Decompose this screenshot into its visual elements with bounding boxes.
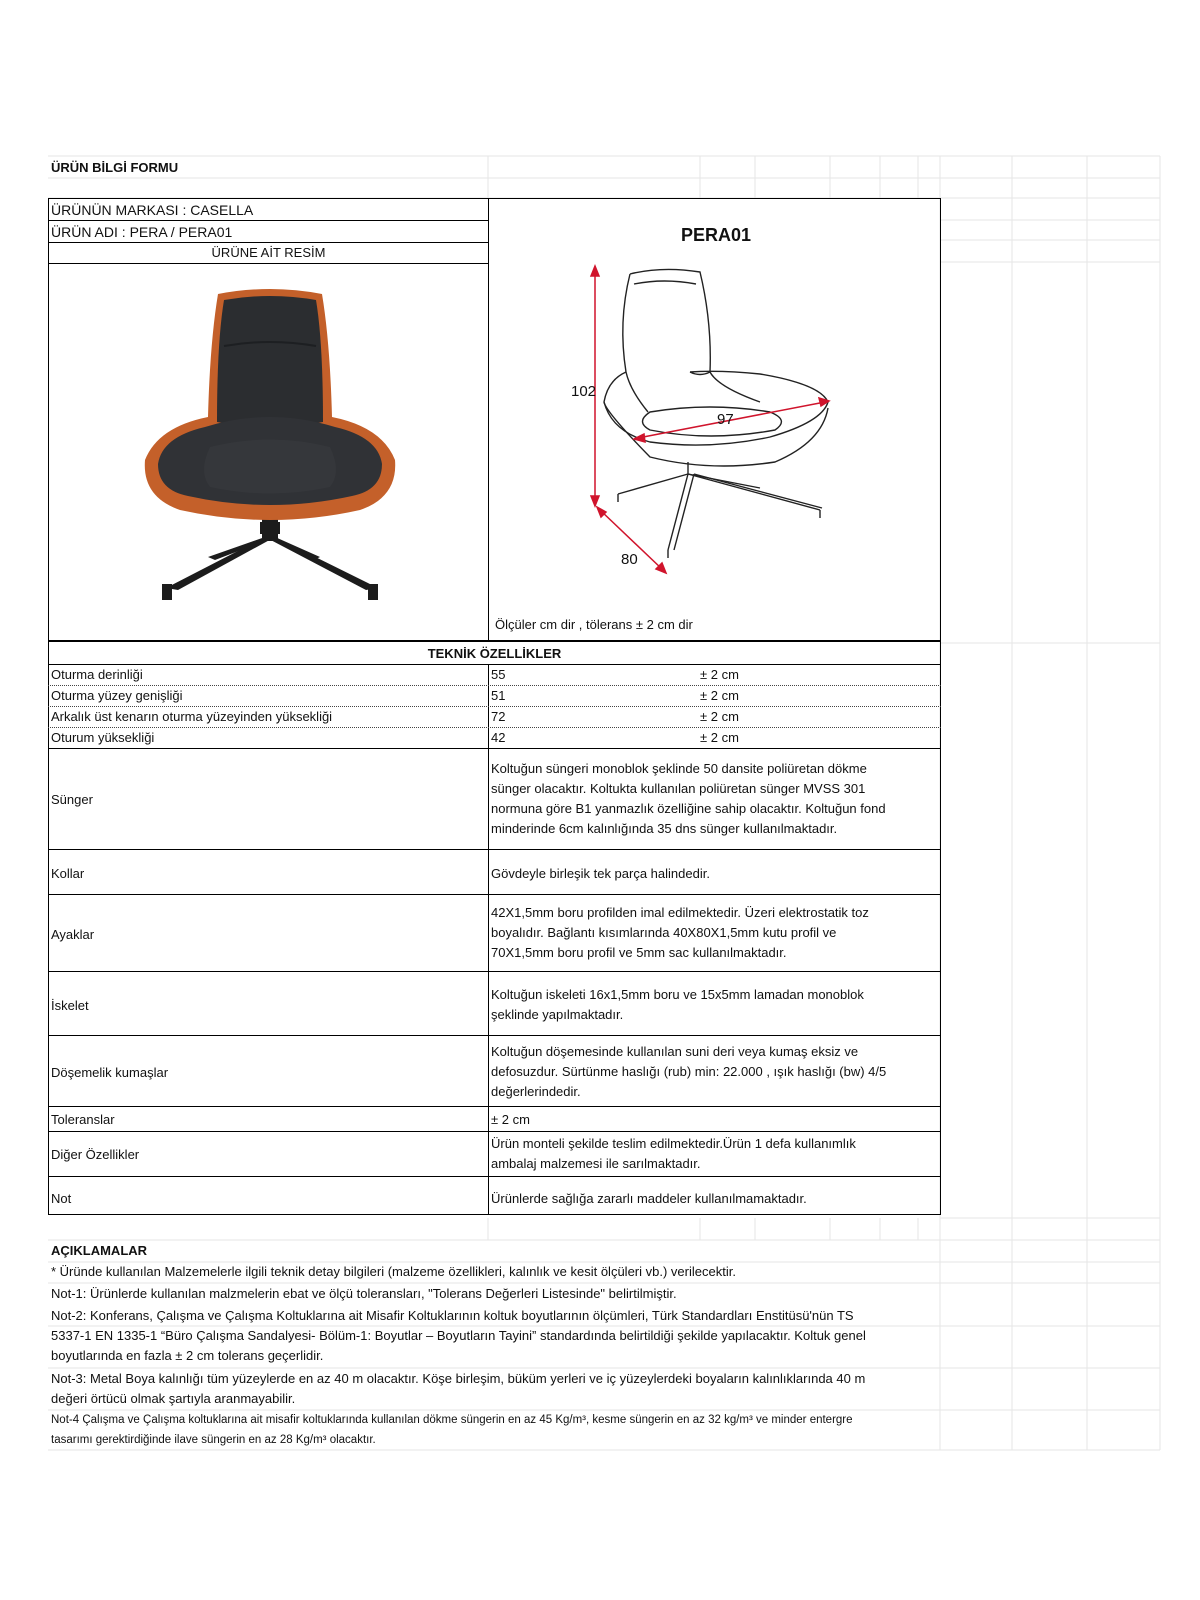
spec-label-ayaklar: Ayaklar bbox=[51, 927, 95, 942]
width-dimension: 97 bbox=[717, 411, 734, 428]
spec-label-tolerans: Toleranslar bbox=[51, 1112, 115, 1127]
spec-label-kollar: Kollar bbox=[51, 866, 85, 881]
note-line: değeri örtücü olmak şartıyla aranmayabilir. bbox=[51, 1391, 296, 1406]
spec-label-diger: Diğer Özellikler bbox=[51, 1147, 140, 1162]
image-caption: ÜRÜNE AİT RESİM bbox=[211, 245, 326, 260]
note-line: Not-3: Metal Boya kalınlığı tüm yüzeylerde en az 40 m olacaktır. Köşe birleşim, büküm yerleri ve iç yüzeylerdeki boyaların kalınlıklarında 40 m bbox=[51, 1371, 866, 1386]
dimension-lines bbox=[591, 266, 829, 573]
note-line: * Üründe kullanılan Malzemelerle ilgili teknik detay bilgileri (malzeme özellikleri, kalınlık ve kesit ölçüleri vb.) verilecektir. bbox=[51, 1264, 736, 1279]
form-title: ÜRÜN BİLGİ FORMU bbox=[51, 160, 179, 175]
spec-label-sunger: Sünger bbox=[51, 792, 93, 807]
note-line: boyutlarında en fazla ± 2 cm tolerans geçerlidir. bbox=[51, 1348, 324, 1363]
note-line: Not-1: Ürünlerde kullanılan malzmelerin ebat ve ölçü toleransları, "Tolerans Değerleri Listesinde" belirtilmiştir. bbox=[51, 1286, 677, 1301]
specs-heading: TEKNİK ÖZELLİKLER bbox=[427, 646, 562, 661]
spec-label-iskelet: İskelet bbox=[51, 998, 89, 1013]
brand-line: ÜRÜNÜN MARKASI : CASELLA bbox=[51, 202, 254, 218]
note-line: 5337-1 EN 1335-1 “Büro Çalışma Sandalyesi- Bölüm-1: Boyutlar – Boyutların Tayini” standardında belirtildiği şekilde yapılacaktır. Koltuk genel bbox=[51, 1328, 866, 1343]
spec-label-kumas: Döşemelik kumaşlar bbox=[51, 1065, 169, 1080]
spec-label-not: Not bbox=[51, 1191, 72, 1206]
note-line: Not-4 Çalışma ve Çalışma koltuklarına ait misafir koltuklarında kullanılan dökme süngerin en az 45 Kg/m³, kesme süngerin en az 32 kg/m³ ve minder entergre bbox=[51, 1414, 853, 1426]
height-dimension: 102 bbox=[571, 383, 597, 400]
note-line: tasarımı gerektirdiğinde ilave süngerin en az 28 Kg/m³ olacaktır. bbox=[51, 1434, 376, 1446]
notes-heading: AÇIKLAMALAR bbox=[51, 1243, 148, 1258]
chair-technical-drawing bbox=[560, 262, 890, 602]
chair-seat-cushion bbox=[204, 440, 336, 494]
chair-base bbox=[162, 507, 378, 600]
note-line: Not-2: Konferans, Çalışma ve Çalışma Koltuklarına ait Misafir Koltuklarının koltuk boyutlarının ölçümleri, Türk Standardları Enstitüsü'nün TS bbox=[51, 1308, 854, 1323]
depth-dimension: 80 bbox=[621, 551, 638, 568]
drawing-model-label: PERA01 bbox=[681, 225, 752, 245]
chair-photo bbox=[120, 282, 420, 602]
chair-line-art bbox=[604, 269, 828, 558]
chair-fabric-back bbox=[217, 296, 323, 427]
product-name-line: ÜRÜN ADI : PERA / PERA01 bbox=[51, 224, 233, 240]
measurement-note: Ölçüler cm dir , tölerans ± 2 cm dir bbox=[495, 617, 693, 632]
